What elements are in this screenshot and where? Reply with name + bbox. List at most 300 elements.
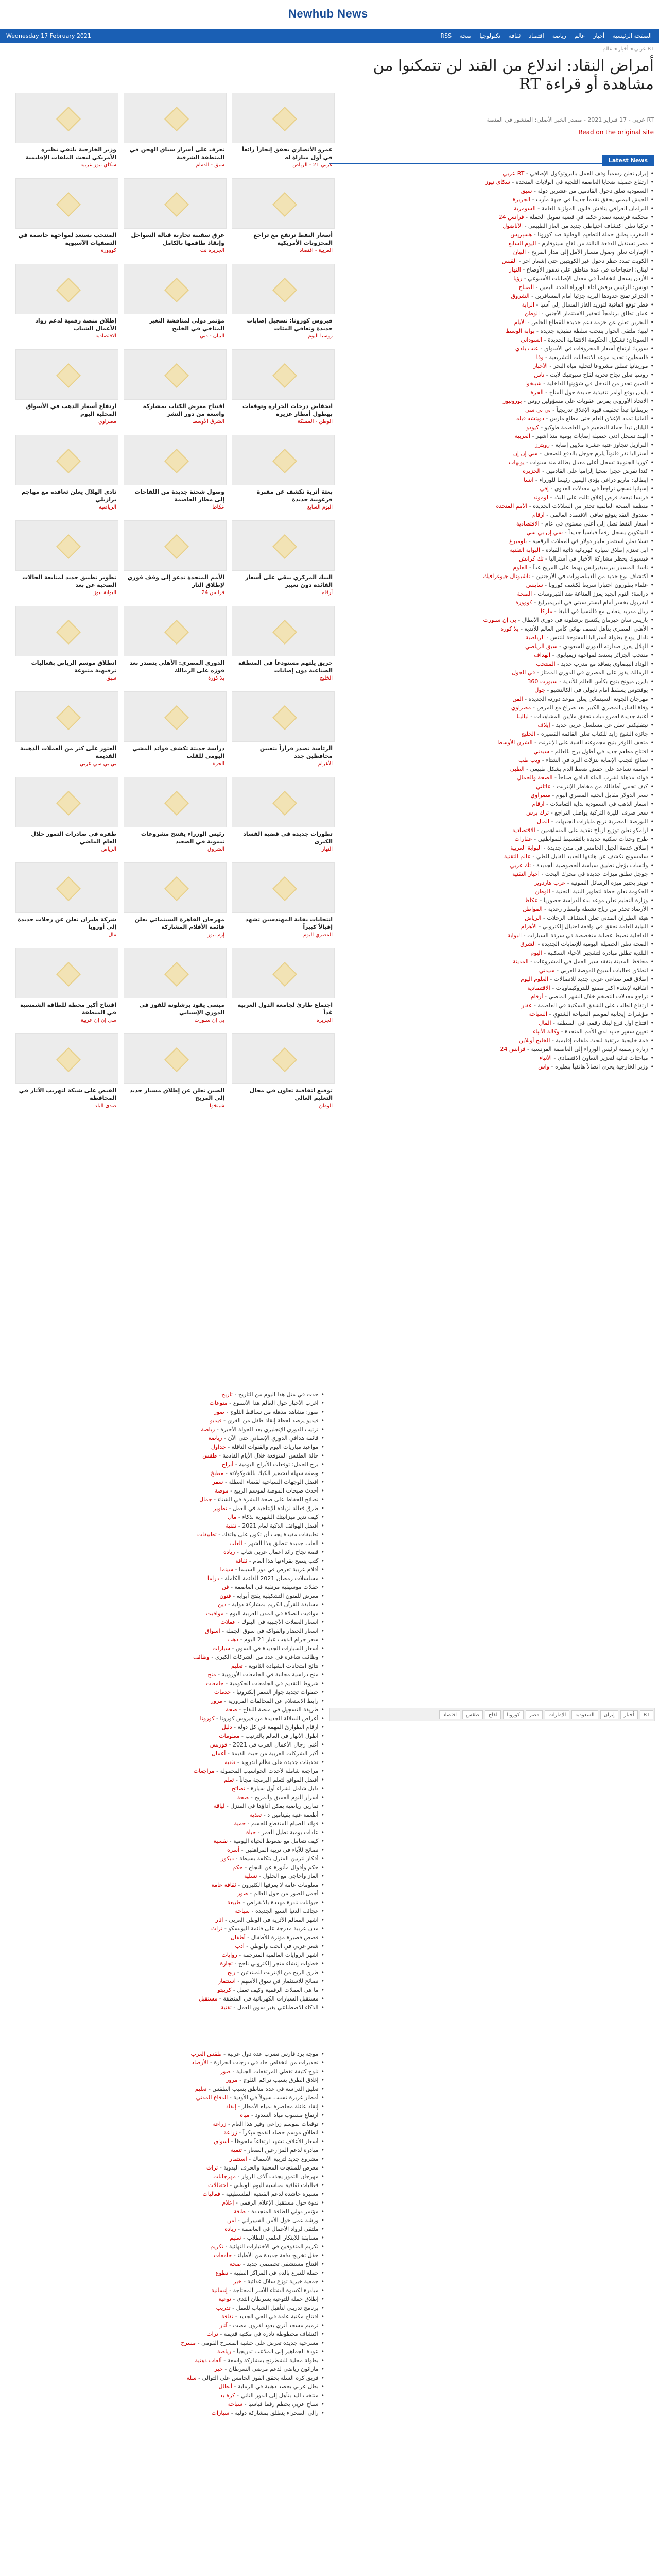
item-title[interactable]: ملتقى لرواد الأعمال في العاصمة [241, 2226, 319, 2232]
item-title[interactable]: انطلاق فعاليات أسبوع الموضة العربي [560, 967, 648, 974]
item-title[interactable]: مهرجان الجونة السينمائي يعلن موعد دورته الجديدة [528, 696, 648, 702]
list-item[interactable] [330, 328, 654, 336]
item-title[interactable]: شعر عربي في الحب والوطن [250, 1943, 319, 1950]
list-item[interactable] [15, 2094, 324, 2103]
list-item[interactable] [15, 2226, 324, 2234]
news-card[interactable] [124, 435, 227, 516]
item-title[interactable]: قائمة هدافي الدوري الإسباني حتى الآن [228, 1435, 319, 1442]
item-title[interactable]: ثلوج كثيفة تغطي المرتفعات الجبلية [236, 2068, 319, 2075]
item-title[interactable]: مبادرة لكسوة الشتاء للأسر المحتاجة [233, 2287, 319, 2294]
list-item[interactable] [330, 398, 654, 406]
item-title[interactable]: البرلمان العراقي يناقش قانون الموازنة العامة [541, 205, 648, 212]
card-thumbnail[interactable] [124, 435, 227, 485]
list-item[interactable] [15, 2147, 324, 2156]
item-title[interactable]: الجزائر تفتح حدودها البرية جزئياً أمام المسافرين [535, 293, 648, 299]
card-title[interactable]: الدوري المصري: الأهلي يتصدر بعد فوزه على الزمالك [129, 659, 224, 674]
list-item[interactable] [330, 371, 654, 380]
item-title[interactable]: حالة الطقس المتوقعة خلال الأيام القادمة [222, 1452, 319, 1459]
card-title[interactable]: المنتخب يستعد لمواجهة حاسمة في التصفيات الآسيوية [18, 232, 116, 246]
item-title[interactable]: ريال مدريد يتعادل مع فالنسيا في الليغا [558, 608, 648, 615]
item-title[interactable]: الكويت تمدد حظر دخول غير الكويتيين حتى إشعار آخر [522, 258, 648, 264]
item-title[interactable]: نيتفليكس تعلن عن مسلسل عربي جديد [556, 722, 648, 728]
list-item[interactable] [330, 827, 654, 836]
list-item[interactable] [15, 1759, 324, 1768]
card-thumbnail[interactable] [124, 264, 227, 314]
list-item[interactable] [330, 713, 654, 722]
item-title[interactable]: أشهر الروايات العالمية المترجمة [242, 1952, 319, 1958]
list-item[interactable] [330, 477, 654, 485]
news-card[interactable] [15, 948, 118, 1029]
item-title[interactable]: نصائح للحفاظ على صحة البشرة في الشتاء [217, 1496, 319, 1503]
item-title[interactable]: الاتحاد الأوروبي يفرض عقوبات على مسؤولين روس [527, 398, 648, 404]
item-title[interactable]: أعراض السلالة الجديدة من فيروس كورونا [220, 1715, 319, 1722]
item-title[interactable]: المغرب يطلق حملة التطعيم الوطنية ضد كورونا [537, 231, 648, 238]
list-item[interactable] [15, 2138, 324, 2147]
item-title[interactable]: معرض للفنون التشكيلية يفتح أبوابه [236, 1592, 319, 1599]
item-title[interactable]: بريطانيا تبدأ تخفيف قيود الإغلاق تدريجياً [556, 406, 648, 413]
item-title[interactable]: اكتشاف نوع جديد من الديناصورات في الأرجنتين [535, 573, 648, 580]
list-item[interactable] [330, 696, 654, 704]
card-title[interactable]: تعرف على أسرار سباق الهجن في المنطقة الشرقية [129, 146, 224, 161]
list-item[interactable] [15, 1540, 324, 1549]
item-title[interactable]: أستراليا تقر قانوناً يلزم جوجل بالدفع للصحف [543, 450, 648, 457]
list-item[interactable] [15, 1505, 324, 1514]
list-item[interactable] [15, 2287, 324, 2296]
list-item[interactable] [330, 906, 654, 914]
item-title[interactable]: حيوانات نادرة مهددة بالانقراض [246, 1899, 319, 1906]
item-title[interactable]: بطل عربي يحصد ذهبية في الرماية [237, 2383, 319, 2390]
item-title[interactable]: إطلاق خدمة الجيل الخامس في مدن جديدة [547, 844, 648, 851]
item-title[interactable]: نتائج امتحانات الشهادة الثانوية [248, 1663, 319, 1669]
item-title[interactable]: فيديو يرصد لحظة إنقاذ طفل من الغرق [227, 1417, 319, 1424]
item-title[interactable]: البيتكوين يسجل رقماً قياسياً جديداً [568, 529, 648, 536]
news-card[interactable] [124, 178, 227, 260]
item-title[interactable]: شروط التقديم في الجامعات الحكومية [229, 1680, 319, 1687]
item-title[interactable]: افتتاح مكتبة عامة في الحي الجديد [239, 2313, 319, 2320]
item-title[interactable]: هيئة الطيران المدني تعلن استئناف الرحلات [547, 914, 648, 921]
card-thumbnail[interactable] [15, 93, 118, 143]
list-item[interactable] [330, 599, 654, 608]
item-title[interactable]: تعيين سفير جديد لدى الأمم المتحدة [565, 1028, 648, 1035]
list-item[interactable] [15, 1794, 324, 1803]
item-title[interactable]: أفضل المواقع لتعلم البرمجة مجاناً [239, 1776, 319, 1783]
list-item[interactable] [15, 2077, 324, 2086]
news-card[interactable] [232, 691, 335, 773]
item-title[interactable]: اتفاقية لإنشاء أكبر مصنع للبتروكيماويات [556, 985, 648, 991]
list-item[interactable] [15, 1934, 324, 1943]
list-item[interactable] [330, 1028, 654, 1037]
card-thumbnail[interactable] [124, 93, 227, 143]
item-title[interactable]: مسيرة حاشدة لدعم القضية الفلسطينية [226, 2191, 319, 2197]
card-thumbnail[interactable] [124, 606, 227, 656]
item-title[interactable]: برنامج تدريبي لتأهيل الشباب للعمل [236, 2304, 319, 2311]
item-title[interactable]: ارتفاع حصيلة ضحايا العاصفة الثلجية في الولايات المتحدة [515, 179, 648, 185]
item-title[interactable]: متحف اللوفر يتيح مجموعته الفنية على الإنترنت [538, 739, 648, 746]
list-item[interactable] [15, 1820, 324, 1829]
list-item[interactable] [15, 1549, 324, 1557]
item-title[interactable]: تونس: الرئيس يرفض أداء الوزراء الجدد اليمين [540, 284, 648, 291]
list-item[interactable] [15, 1522, 324, 1531]
item-title[interactable]: فيسبوك يحظر مشاركة الأخبار في أستراليا [549, 555, 648, 562]
card-title[interactable]: حريق يلتهم مستودعاً في المنطقة الصناعية دون إصابات [238, 659, 333, 674]
news-card[interactable] [15, 349, 118, 431]
list-item[interactable] [330, 792, 654, 801]
item-title[interactable]: خطوات إنشاء متجر إلكتروني ناجح [238, 1960, 319, 1967]
item-title[interactable]: أطعمة تساعد على خفض ضغط الدم بشكل طبيعي [530, 766, 648, 772]
item-title[interactable]: أرقام الطوارئ المهمة في كل دولة [237, 1724, 319, 1731]
list-item[interactable] [330, 336, 654, 345]
nav-link[interactable]: الصفحة الرئيسية [613, 32, 652, 39]
card-title[interactable]: القبض على شبكة لتهريب الآثار في المحافظة [19, 1087, 116, 1101]
list-item[interactable] [330, 415, 654, 424]
news-card[interactable] [232, 93, 335, 174]
item-title[interactable]: مواعيد مباريات اليوم والقنوات الناقلة [231, 1444, 319, 1450]
nav-link[interactable]: رياضة [552, 32, 566, 39]
list-item[interactable] [15, 2050, 324, 2059]
list-item[interactable] [15, 1803, 324, 1811]
card-title[interactable]: تطوير تطبيق جديد لمتابعة الحالات الصحية عن بعد [22, 574, 116, 588]
read-original-link[interactable]: Read on the original site [578, 129, 654, 136]
item-title[interactable]: حفلات موسيقية مرتقبة في العاصمة [234, 1584, 319, 1590]
item-title[interactable]: كيف تتعامل مع ضغوط الحياة اليومية [233, 1838, 319, 1844]
list-item[interactable] [330, 766, 654, 774]
item-title[interactable]: السعودية تعلق دخول القادمين من عشرين دولة [537, 188, 648, 194]
list-item[interactable] [15, 2121, 324, 2129]
list-item[interactable] [330, 424, 654, 433]
item-title[interactable]: مراجعة شاملة لأحدث الحواسيب المحمولة [220, 1768, 319, 1774]
item-title[interactable]: تويتر يختبر ميزة الرسائل الصوتية [571, 879, 648, 886]
item-title[interactable]: ليبيا: ملتقى الحوار ينتخب سلطة تنفيذية جديدة [540, 328, 648, 334]
card-title[interactable]: انتخابات نقابة المهندسين تشهد إقبالاً كبيراً [245, 916, 333, 930]
news-card[interactable] [124, 606, 227, 687]
list-item[interactable] [15, 1882, 324, 1890]
list-item[interactable] [330, 223, 654, 231]
item-title[interactable]: تطبيقات مفيدة يجب أن تكون على هاتفك [222, 1531, 319, 1538]
card-title[interactable]: رئيس الوزراء يفتتح مشروعات تنموية في الصعيد [141, 831, 224, 845]
item-title[interactable]: موجة برد قارس تضرب عدة دول عربية [227, 2050, 319, 2057]
news-card[interactable] [232, 777, 335, 858]
list-item[interactable] [15, 1733, 324, 1741]
item-title[interactable]: بايدن يوقع أوامر تنفيذية جديدة حول المناخ [549, 389, 648, 396]
list-item[interactable] [330, 809, 654, 818]
list-item[interactable] [330, 293, 654, 301]
card-title[interactable]: اجتماع طارئ لجامعة الدول العربية غداً [237, 1002, 333, 1016]
list-item[interactable] [330, 485, 654, 494]
card-title[interactable]: ارتفاع أسعار الذهب في الأسواق المحلية اليوم [26, 403, 116, 417]
list-item[interactable] [15, 1698, 324, 1706]
item-title[interactable]: كتب ينصح بقراءتها هذا العام [253, 1557, 319, 1564]
list-item[interactable] [330, 468, 654, 477]
card-title[interactable]: نادي الهلال يعلن تعاقده مع مهاجم برازيلي [21, 488, 116, 503]
item-title[interactable]: أفلام عربية تعرض في دور السينما [239, 1566, 319, 1573]
item-title[interactable]: تركيا تعلن اكتشاف احتياطي جديد من الغاز الطبيعي [528, 223, 648, 229]
card-thumbnail[interactable] [15, 520, 118, 571]
item-title[interactable]: عادات يومية تطيل العمر [262, 1829, 319, 1836]
item-title[interactable]: محافظ المدينة يتفقد سير العمل في المشروعات [534, 958, 648, 965]
card-thumbnail[interactable] [124, 862, 227, 913]
card-title[interactable]: فيروس كورونا: تسجيل إصابات جديدة وتعافي المئات [247, 317, 333, 332]
tag-chip[interactable]: لقاح [485, 1710, 501, 1719]
list-item[interactable] [330, 669, 654, 678]
list-item[interactable] [15, 1943, 324, 1952]
list-item[interactable] [15, 2313, 324, 2322]
list-item[interactable] [330, 196, 654, 205]
list-item[interactable] [15, 1925, 324, 1934]
news-card[interactable] [124, 948, 227, 1029]
list-item[interactable] [15, 1952, 324, 1960]
list-item[interactable] [330, 354, 654, 363]
item-title[interactable]: أسعار الخضار والفواكه في سوق الجملة [226, 1628, 319, 1634]
list-item[interactable] [15, 1890, 324, 1899]
item-title[interactable]: مواقيت الصلاة في المدن العربية اليوم [229, 1610, 319, 1617]
item-title[interactable]: دليل شامل لشراء أول سيارة [251, 1785, 319, 1792]
card-title[interactable]: ميسي يقود برشلونة للفوز في الدوري الإسباني [139, 1002, 224, 1016]
list-item[interactable] [15, 1663, 324, 1671]
item-title[interactable]: الداخلية تضبط عصابة متخصصة في سرقة السيارات [527, 932, 648, 939]
card-thumbnail[interactable] [15, 691, 118, 742]
item-title[interactable]: البرازيل تتجاوز عتبة عشرة ملايين إصابة [555, 442, 648, 448]
list-item[interactable] [330, 897, 654, 906]
news-card[interactable] [124, 691, 227, 773]
item-title[interactable]: سعر صرف الليرة التركية يواصل التراجع [554, 809, 648, 816]
item-title[interactable]: علماء يطورون اختباراً سريعاً لكشف كورونا [548, 582, 648, 588]
item-title[interactable]: ألغاز وأحاجي مع الحلول [263, 1873, 319, 1879]
list-item[interactable] [330, 249, 654, 258]
list-item[interactable] [15, 1829, 324, 1838]
list-item[interactable] [330, 678, 654, 687]
list-item[interactable] [330, 258, 654, 266]
list-item[interactable] [330, 783, 654, 792]
item-title[interactable]: افتتاح مطعم جديد في أطول برج بالعالم [554, 748, 648, 755]
list-item[interactable] [15, 1566, 324, 1575]
item-title[interactable]: ارتفاع الطلب على الشقق السكنية في العاصمة [537, 1002, 648, 1009]
list-item[interactable] [15, 2261, 324, 2269]
item-title[interactable]: الوداد البيضاوي يتعاقد مع مدرب جديد [561, 660, 648, 667]
item-title[interactable]: حكم وأقوال مأثورة عن النجاح [248, 1864, 319, 1871]
site-logo[interactable]: Newhub News [288, 7, 368, 20]
item-title[interactable]: مسابقة للقرآن الكريم بمشاركة دولية [232, 1601, 319, 1608]
news-card[interactable] [124, 264, 227, 345]
item-title[interactable]: تحديثات جديدة على نظام أندرويد [241, 1759, 319, 1766]
list-item[interactable] [330, 836, 654, 844]
item-title[interactable]: ارتفاع منسوب مياه السدود [255, 2112, 319, 2119]
list-item[interactable] [330, 818, 654, 827]
card-thumbnail[interactable] [124, 948, 227, 998]
card-thumbnail[interactable] [124, 520, 227, 571]
list-item[interactable] [15, 1671, 324, 1680]
item-title[interactable]: ألمانيا تمدد الإغلاق العام حتى مطلع مارس [549, 415, 648, 422]
item-title[interactable]: البورصة المصرية تربح مليارات الجنيهات [555, 818, 648, 825]
card-thumbnail[interactable] [15, 777, 118, 827]
item-title[interactable]: برج الحمل: توقعات الأبراج اليومية [239, 1461, 319, 1468]
item-title[interactable]: أغرب الأخبار حول العالم هذا الأسبوع [233, 1400, 319, 1406]
list-item[interactable] [15, 1575, 324, 1584]
tag-chip[interactable]: طقس [462, 1710, 483, 1719]
item-title[interactable]: جائزة الشيخ زايد للكتاب تعلن القائمة القصيرة [541, 731, 648, 737]
item-title[interactable]: أفكار لتزيين المنزل بتكلفة بسيطة [239, 1855, 319, 1862]
card-title[interactable]: أسعار النفط ترتفع مع تراجع المخزونات الأمريكية [253, 232, 333, 246]
item-title[interactable]: أطول الأنهار في العالم بالترتيب [245, 1733, 319, 1739]
card-thumbnail[interactable] [124, 178, 227, 229]
card-thumbnail[interactable] [124, 691, 227, 742]
list-item[interactable] [15, 1995, 324, 2004]
nav-link[interactable]: صحة [460, 32, 472, 39]
item-title[interactable]: وفاة الفنان المصري الكبير بعد صراع مع المرض [536, 704, 648, 711]
list-item[interactable] [330, 538, 654, 547]
news-card[interactable] [15, 1033, 118, 1115]
item-title[interactable]: بطولة محلية للشطرنج بمشاركة واسعة [227, 2357, 319, 2364]
item-title[interactable]: حدث في مثل هذا اليوم من التاريخ [238, 1391, 319, 1398]
list-item[interactable] [330, 739, 654, 748]
list-item[interactable] [330, 923, 654, 932]
list-item[interactable] [330, 643, 654, 652]
news-card[interactable] [15, 606, 118, 687]
list-item[interactable] [15, 1846, 324, 1855]
list-item[interactable] [15, 2392, 324, 2401]
list-item[interactable] [330, 231, 654, 240]
list-item[interactable] [15, 1391, 324, 1400]
list-item[interactable] [330, 555, 654, 564]
item-title[interactable]: أمطار غزيرة تسبب سيولاً في الأودية [233, 2094, 319, 2101]
card-title[interactable]: البنك المركزي يبقي على أسعار الفائدة دون تغيير [245, 574, 333, 588]
list-item[interactable] [15, 2217, 324, 2226]
item-title[interactable]: مباحثات ثنائية لتعزيز التعاون الاقتصادي [557, 1055, 648, 1061]
list-item[interactable] [330, 1002, 654, 1011]
item-title[interactable]: الجيش اليمني يحقق تقدماً جديداً في جبهة مأرب [536, 196, 648, 203]
list-item[interactable] [15, 1479, 324, 1487]
list-item[interactable] [15, 1689, 324, 1698]
item-title[interactable]: أجمل الصور من حول العالم [253, 1890, 319, 1897]
list-item[interactable] [15, 1776, 324, 1785]
list-item[interactable] [330, 608, 654, 617]
item-title[interactable]: سعر الدولار مقابل الجنيه المصري اليوم [556, 792, 648, 799]
list-item[interactable] [330, 660, 654, 669]
item-title[interactable]: أسعار السيارات الجديدة في السوق [235, 1645, 319, 1652]
item-title[interactable]: كيف تدير ميزانيتك الشهرية بذكاء [242, 1514, 319, 1520]
list-item[interactable] [330, 985, 654, 993]
list-item[interactable] [15, 1514, 324, 1522]
item-title[interactable]: مؤشرات إيجابية لموسم السياحة الشتوي [553, 1011, 648, 1018]
item-title[interactable]: رابط الاستعلام عن المخالفات المرورية [228, 1698, 319, 1704]
list-item[interactable] [15, 1417, 324, 1426]
item-title[interactable]: البحرين تعلن عن حزمة دعم جديدة للقطاع الخاص [531, 319, 648, 326]
list-item[interactable] [15, 1409, 324, 1417]
list-item[interactable] [330, 503, 654, 512]
list-item[interactable] [330, 380, 654, 389]
list-item[interactable] [330, 757, 654, 766]
card-thumbnail[interactable] [232, 520, 335, 571]
list-item[interactable] [330, 459, 654, 468]
list-item[interactable] [15, 2234, 324, 2243]
list-item[interactable] [330, 547, 654, 555]
item-title[interactable]: مسابقة للابتكار العلمي للطلاب [247, 2234, 319, 2241]
list-item[interactable] [15, 2331, 324, 2340]
item-title[interactable]: تعليق الدراسة في عدة مناطق بسبب الطقس [212, 2086, 319, 2092]
list-item[interactable] [15, 1811, 324, 1820]
list-item[interactable] [15, 2243, 324, 2252]
list-item[interactable] [15, 1619, 324, 1628]
item-title[interactable]: قصص قصيرة مؤثرة للأطفال [251, 1934, 319, 1941]
card-title[interactable]: افتتاح معرض الكتاب بمشاركة واسعة من دور النشر [143, 403, 224, 417]
nav-link[interactable]: عالم [574, 32, 585, 39]
list-item[interactable] [15, 1855, 324, 1864]
card-title[interactable]: وصول شحنة جديدة من اللقاحات إلى مطار العاصمة [134, 488, 224, 503]
list-item[interactable] [330, 310, 654, 319]
news-card[interactable] [232, 862, 335, 944]
item-title[interactable]: الصحة تعلن الحصيلة اليومية للإصابات الجديدة [542, 941, 648, 947]
item-title[interactable]: مسلسلات رمضان 2021 القائمة الكاملة [224, 1575, 319, 1582]
list-item[interactable] [15, 2366, 324, 2375]
list-item[interactable] [330, 345, 654, 354]
nav-link[interactable]: RSS [440, 32, 452, 39]
item-title[interactable]: سباح عربي يحطم رقماً قياسياً [248, 2401, 319, 2408]
item-title[interactable]: منتخب اليد يتأهل إلى الدور الثاني [240, 2392, 319, 2399]
card-thumbnail[interactable] [124, 777, 227, 827]
list-item[interactable] [15, 2252, 324, 2261]
item-title[interactable]: طرق فعالة لزيادة الإنتاجية في العمل [233, 1505, 319, 1512]
item-title[interactable]: تكريم المتفوقين في الاختبارات النهائية [229, 2243, 319, 2250]
list-item[interactable] [330, 1011, 654, 1020]
breadcrumb[interactable]: RT عربي ◂ أخبار ◂ عالم [602, 46, 654, 52]
card-thumbnail[interactable] [232, 435, 335, 485]
list-item[interactable] [330, 590, 654, 599]
card-title[interactable]: بعثة أثرية تكشف عن مقبرة فرعونية جديدة [256, 488, 333, 503]
item-title[interactable]: مهرجان التمور يجذب آلاف الزوار [241, 2173, 319, 2180]
list-item[interactable] [330, 319, 654, 328]
item-title[interactable]: ما هي العملات الرقمية وكيف تعمل [237, 1987, 319, 1993]
item-title[interactable]: أسعار الذهب في السعودية بداية التعاملات [550, 801, 648, 807]
card-title[interactable]: طفرة في صادرات التمور خلال العام الماضي [31, 831, 116, 845]
list-item[interactable] [15, 1557, 324, 1566]
card-thumbnail[interactable] [15, 1033, 118, 1084]
item-title[interactable]: أرامكو تعلن توزيع أرباح نقدية على المساهمين [541, 827, 648, 834]
list-item[interactable] [15, 1636, 324, 1645]
list-item[interactable] [330, 301, 654, 310]
list-item[interactable] [15, 1400, 324, 1409]
list-item[interactable] [15, 1680, 324, 1689]
list-item[interactable] [15, 2208, 324, 2217]
item-title[interactable]: تراجع معدلات التضخم خلال الشهر الماضي [548, 993, 648, 1000]
news-card[interactable] [232, 520, 335, 602]
item-title[interactable]: مبادرة لدعم المزارعين الصغار [248, 2147, 319, 2154]
item-title[interactable]: فوائد الصيام المتقطع للجسم [251, 1820, 319, 1827]
list-item[interactable] [15, 2322, 324, 2331]
item-title[interactable]: فرنسا تبحث فرض إغلاق ثالث على البلاد [554, 494, 648, 501]
tag-chip[interactable]: السعودية [571, 1710, 598, 1719]
card-thumbnail[interactable] [15, 862, 118, 913]
item-title[interactable]: فوائد مذهلة لشرب الماء الدافئ صباحاً [558, 774, 648, 781]
card-thumbnail[interactable] [124, 1033, 227, 1084]
item-title[interactable]: ناسا: المسبار بيرسيفيرانس يهبط على المريخ غداً [533, 564, 648, 571]
item-title[interactable]: فريق كرة السلة يحقق الفوز الخامس على التوالي [202, 2375, 319, 2381]
list-item[interactable] [330, 652, 654, 660]
list-item[interactable] [330, 214, 654, 223]
list-item[interactable] [330, 801, 654, 809]
item-title[interactable]: أغنية جديدة لعمرو دياب تحقق ملايين المشاهدات [534, 713, 648, 720]
tag-chip[interactable]: RT [640, 1710, 653, 1719]
list-item[interactable] [15, 2164, 324, 2173]
item-title[interactable]: الذكاء الاصطناعي يغير سوق العمل [237, 2004, 319, 2011]
list-item[interactable] [15, 2348, 324, 2357]
list-item[interactable] [330, 275, 654, 284]
item-title[interactable]: لبنان: احتجاجات في عدة مناطق على تدهور الأوضاع [526, 266, 648, 273]
tag-chip[interactable]: الإمارات [545, 1710, 569, 1719]
item-title[interactable]: إطلاق حملة للتوعية بسرطان الثدي [236, 2296, 319, 2302]
item-title[interactable]: السودان: تشكيل الحكومة الانتقالية الجديدة [548, 336, 648, 343]
card-title[interactable]: تطورات جديدة في قضية الفساد الكبرى [243, 831, 333, 845]
list-item[interactable] [15, 1601, 324, 1610]
list-item[interactable] [15, 1987, 324, 1995]
